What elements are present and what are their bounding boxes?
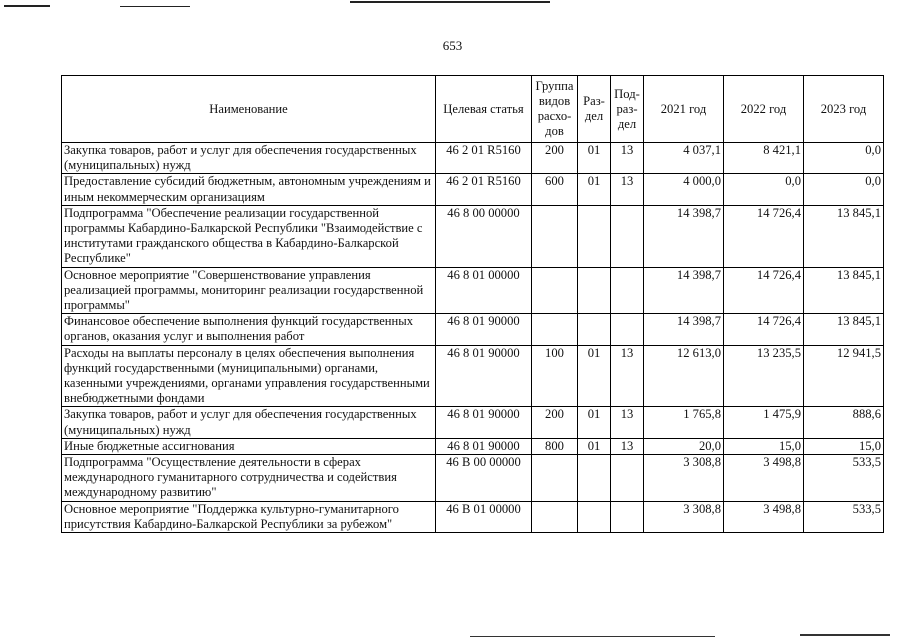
row-subsection: 13: [611, 143, 644, 174]
table-row: [62, 407, 884, 438]
table-row: [62, 438, 884, 454]
row-target: 46 8 01 00000: [436, 267, 532, 314]
row-group: 200: [532, 407, 578, 438]
row-name: Иные бюджетные ассигнования: [62, 438, 436, 454]
row-subsection: 13: [611, 438, 644, 454]
row-2021: 4 037,1: [644, 143, 724, 174]
row-2021: 14 398,7: [644, 205, 724, 267]
row-2023: 13 845,1: [804, 267, 884, 314]
row-name: Подпрограмма "Обеспечение реализации государственной программы Кабардино-Балкарской Республики "Взаимодействие с институтами гражданского общества в Кабардино-Балкарской Республике": [62, 205, 436, 267]
row-target: 46 8 01 90000: [436, 314, 532, 345]
row-subsection: 13: [611, 345, 644, 407]
row-2023: 13 845,1: [804, 205, 884, 267]
row-subsection: [611, 455, 644, 502]
row-2021: 3 308,8: [644, 455, 724, 502]
row-name: Финансовое обеспечение выполнения функций государственных органов, оказания услуг и выполнения работ: [62, 314, 436, 345]
row-2021: 20,0: [644, 438, 724, 454]
header-2021: 2021 год: [644, 76, 724, 143]
row-section: 01: [578, 438, 611, 454]
scan-line: [470, 636, 715, 637]
table-row: [62, 314, 884, 345]
table-row: [62, 345, 884, 407]
row-2022: 0,0: [724, 174, 804, 205]
row-group: [532, 314, 578, 345]
table-header-row: [62, 76, 884, 143]
row-2023: 0,0: [804, 143, 884, 174]
header-2023: 2023 год: [804, 76, 884, 143]
row-section: 01: [578, 407, 611, 438]
table-row: [62, 174, 884, 205]
row-2021: 14 398,7: [644, 267, 724, 314]
row-2021: 12 613,0: [644, 345, 724, 407]
row-name: Предоставление субсидий бюджетным, автономным учреждениям и иным некоммерческим организациям: [62, 174, 436, 205]
row-target: 46 8 00 00000: [436, 205, 532, 267]
row-section: [578, 205, 611, 267]
row-target: 46 2 01 R5160: [436, 143, 532, 174]
row-2021: 14 398,7: [644, 314, 724, 345]
table-row: [62, 455, 884, 502]
row-subsection: [611, 501, 644, 532]
header-target: Целевая статья: [436, 76, 532, 143]
row-2022: 1 475,9: [724, 407, 804, 438]
row-group: [532, 205, 578, 267]
header-name: Наименование: [62, 76, 436, 143]
row-name: Расходы на выплаты персоналу в целях обеспечения выполнения функций государственными (муниципальными) органами, казенными учреждениями, органами управления государственными внебюджетными фондами: [62, 345, 436, 407]
row-section: 01: [578, 174, 611, 205]
row-2023: 533,5: [804, 455, 884, 502]
budget-table: [61, 75, 884, 533]
row-section: [578, 267, 611, 314]
row-name: Подпрограмма "Осуществление деятельности в сферах международного гуманитарного сотрудничества и содействия международному развитию": [62, 455, 436, 502]
row-section: [578, 314, 611, 345]
row-target: 46 8 01 90000: [436, 345, 532, 407]
header-2022: 2022 год: [724, 76, 804, 143]
row-subsection: 13: [611, 407, 644, 438]
row-group: 200: [532, 143, 578, 174]
row-2023: 0,0: [804, 174, 884, 205]
scan-line: [350, 1, 550, 3]
header-group: Группа видов расхо-дов: [532, 76, 578, 143]
row-2023: 888,6: [804, 407, 884, 438]
row-name: Основное мероприятие "Поддержка культурно-гуманитарного присутствия Кабардино-Балкарской Республики за рубежом": [62, 501, 436, 532]
row-section: 01: [578, 345, 611, 407]
row-2023: 533,5: [804, 501, 884, 532]
row-subsection: 13: [611, 174, 644, 205]
row-name: Закупка товаров, работ и услуг для обеспечения государственных (муниципальных) нужд: [62, 407, 436, 438]
row-subsection: [611, 205, 644, 267]
row-group: [532, 267, 578, 314]
scan-line: [120, 6, 190, 7]
row-target: 46 8 01 90000: [436, 407, 532, 438]
row-2022: 3 498,8: [724, 501, 804, 532]
row-2022: 14 726,4: [724, 205, 804, 267]
table-row: [62, 143, 884, 174]
header-section: Раз-дел: [578, 76, 611, 143]
header-subsection: Под-раз-дел: [611, 76, 644, 143]
row-2021: 3 308,8: [644, 501, 724, 532]
table-row: [62, 205, 884, 267]
row-group: [532, 501, 578, 532]
row-2021: 1 765,8: [644, 407, 724, 438]
row-target: 46 8 01 90000: [436, 438, 532, 454]
row-group: 600: [532, 174, 578, 205]
row-2022: 14 726,4: [724, 314, 804, 345]
row-group: 800: [532, 438, 578, 454]
page-number: 653: [442, 38, 463, 53]
scan-line: [4, 5, 50, 7]
row-target: 46 В 01 00000: [436, 501, 532, 532]
row-group: 100: [532, 345, 578, 407]
row-2022: 8 421,1: [724, 143, 804, 174]
row-2023: 15,0: [804, 438, 884, 454]
row-subsection: [611, 267, 644, 314]
row-target: 46 2 01 R5160: [436, 174, 532, 205]
row-2023: 13 845,1: [804, 314, 884, 345]
row-section: [578, 501, 611, 532]
row-name: Закупка товаров, работ и услуг для обеспечения государственных (муниципальных) нужд: [62, 143, 436, 174]
row-2022: 15,0: [724, 438, 804, 454]
table-row: [62, 501, 884, 532]
row-2022: 3 498,8: [724, 455, 804, 502]
table-row: [62, 267, 884, 314]
row-2021: 4 000,0: [644, 174, 724, 205]
row-section: 01: [578, 143, 611, 174]
row-name: Основное мероприятие "Совершенствование управления реализацией программы, мониторинг реализации государственной программы": [62, 267, 436, 314]
row-2023: 12 941,5: [804, 345, 884, 407]
row-2022: 13 235,5: [724, 345, 804, 407]
row-section: [578, 455, 611, 502]
row-2022: 14 726,4: [724, 267, 804, 314]
row-subsection: [611, 314, 644, 345]
row-target: 46 В 00 00000: [436, 455, 532, 502]
scan-line: [800, 634, 890, 636]
row-group: [532, 455, 578, 502]
